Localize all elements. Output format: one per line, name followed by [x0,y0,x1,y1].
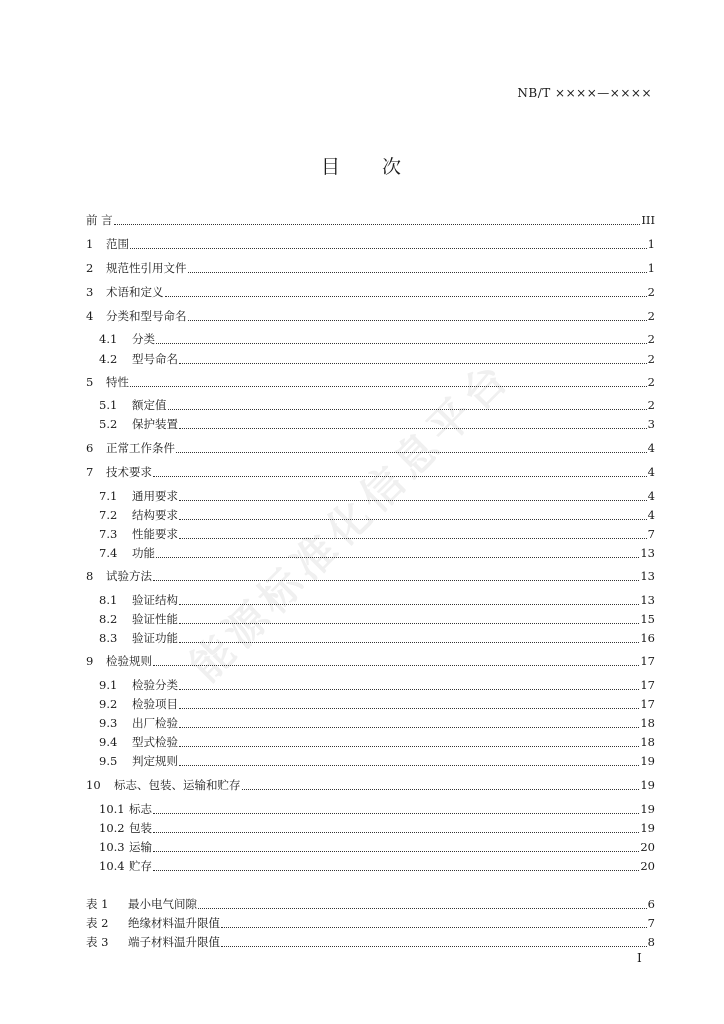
table-list-entry[interactable] [86,896,655,912]
dot-leader [188,261,647,273]
toc-entry-title: 检验规则 [106,654,152,668]
toc-entry-number: 5.1 [99,398,118,412]
toc-subentry[interactable] [99,488,655,504]
toc-subentry[interactable] [99,858,655,874]
toc-entry-title: 技术要求 [106,465,152,479]
toc-entry-page: 2 [647,309,655,323]
toc-entry-page: 2 [647,375,655,389]
toc-entry-page: 1 [647,237,655,251]
toc-entry-page: 17 [640,654,655,668]
toc-entry-title: 保护装置 [132,417,178,431]
toc-entry-number: 2 [86,261,94,275]
toc-entry-title: 运输 [129,840,152,854]
toc-subentry[interactable] [99,351,655,367]
toc-entry-number: 9.4 [99,735,118,749]
dot-leader [179,352,647,364]
toc-entry-number: 表 2 [86,916,109,930]
toc-subentry[interactable] [99,734,655,750]
toc-entry-title: 标志 [129,802,152,816]
toc-entry-title: 包装 [129,821,152,835]
toc-subentry[interactable] [99,416,655,432]
toc-subentry[interactable] [99,507,655,523]
toc-entry-number: 7.2 [99,508,118,522]
toc-entry-number: 10.1 [99,802,125,816]
toc-entry-title: 性能要求 [132,527,178,541]
dot-leader [179,417,647,429]
toc-entry-page: 16 [640,631,655,645]
dot-leader [153,465,647,477]
toc-entry-number: 8.1 [99,593,118,607]
toc-entry-page: 4 [647,465,655,479]
table-list-entry[interactable] [86,934,655,950]
toc-entry-page: 18 [640,716,655,730]
toc-subentry[interactable] [99,753,655,769]
toc-entry-number: 8.3 [99,631,118,645]
dot-leader [179,508,647,520]
dot-leader [179,489,647,501]
dot-leader [130,375,647,387]
toc-entry-page: 4 [647,508,655,522]
dot-leader [153,859,639,871]
dot-leader [156,332,647,344]
toc-entry-title: 结构要求 [132,508,178,522]
dot-leader [179,697,639,709]
toc-subentry[interactable] [99,592,655,608]
toc-subentry[interactable] [99,820,655,836]
toc-entry-title: 型式检验 [132,735,178,749]
toc-entry-number: 10.2 [99,821,125,835]
toc-subentry[interactable] [99,839,655,855]
toc-entry-title: 贮存 [129,859,152,873]
dot-leader [221,935,647,947]
toc-entry[interactable] [86,440,655,456]
dot-leader [156,546,639,558]
dot-leader [153,840,639,852]
dot-leader [153,569,639,581]
toc-entry-title: 分类 [132,332,155,346]
toc-entry-number: 表 3 [86,935,109,949]
page-title: 目 次 [320,156,404,178]
toc-entry-number: 7.4 [99,546,118,560]
dot-leader [179,754,639,766]
toc-entry-title: 型号命名 [132,352,178,366]
toc-entry-page: 18 [640,735,655,749]
toc-entry-number: 7.1 [99,489,118,503]
dot-leader [153,821,639,833]
dot-leader [179,593,639,605]
watermark: 能源标准化信息平台 [180,350,521,692]
toc-entry-title: 额定值 [132,398,167,412]
toc-entry-title: 检验项目 [132,697,178,711]
toc-entry-title: 验证性能 [132,612,178,626]
toc-entry-page: III [641,213,655,227]
dot-leader [242,778,640,790]
toc-entry-page: 13 [640,569,655,583]
toc-entry[interactable] [86,284,655,300]
dot-leader [221,916,647,928]
toc-entry-page: 2 [647,398,655,412]
toc-entry-title: 判定规则 [132,754,178,768]
toc-subentry[interactable] [99,545,655,561]
toc-entry-number: 10 [86,778,101,792]
toc-entry-page: 20 [640,840,655,854]
toc-entry-page: 7 [647,916,655,930]
toc-entry-title: 端子材料温升限值 [128,935,220,949]
toc-entry-number: 表 1 [86,897,109,911]
toc-entry-page: 4 [647,441,655,455]
toc-entry-page: 6 [647,897,655,911]
toc-entry-page: 19 [640,802,655,816]
dot-leader [130,237,647,249]
toc-entry-title: 最小电气间隙 [128,897,197,911]
toc-entry-title: 正常工作条件 [106,441,175,455]
toc-subentry[interactable] [99,677,655,693]
dot-leader [179,716,639,728]
toc-entry-number: 前 言 [86,213,113,227]
table-list-entry[interactable] [86,915,655,931]
toc-entry-page: 2 [647,332,655,346]
dot-leader [179,527,647,539]
toc-entry-title: 验证结构 [132,593,178,607]
toc-entry-number: 8.2 [99,612,118,626]
dot-leader [188,309,647,321]
toc-entry-page: 13 [640,593,655,607]
toc-entry-title: 出厂检验 [132,716,178,730]
toc-entry-page: 4 [647,489,655,503]
toc-entry[interactable] [86,653,655,669]
toc-entry-number: 5.2 [99,417,118,431]
toc-entry-number: 10.4 [99,859,125,873]
toc-subentry[interactable] [99,630,655,646]
toc-entry-number: 7 [86,465,94,479]
toc-entry-page: 2 [647,352,655,366]
toc-entry-number: 1 [86,237,94,251]
toc-entry-title: 试验方法 [106,569,152,583]
toc-subentry[interactable] [99,526,655,542]
toc-entry[interactable] [86,568,655,584]
toc-subentry[interactable] [99,331,655,347]
toc-entry-page: 19 [640,821,655,835]
toc-entry-number: 9 [86,654,94,668]
toc-entry-page: 15 [640,612,655,626]
toc-entry-number: 10.3 [99,840,125,854]
toc-subentry[interactable] [99,696,655,712]
toc-subentry[interactable] [99,611,655,627]
toc-entry-title: 功能 [132,546,155,560]
dot-leader [179,631,639,643]
toc-entry[interactable] [86,777,655,793]
toc-entry-title: 标志、包装、运输和贮存 [114,778,241,792]
toc-entry-number: 4 [86,309,94,323]
toc-subentry[interactable] [99,397,655,413]
toc-entry-number: 8 [86,569,94,583]
dot-leader [179,735,639,747]
toc-entry[interactable] [86,374,655,390]
toc-subentry[interactable] [99,715,655,731]
toc-entry-page: 1 [647,261,655,275]
toc-entry-title: 验证功能 [132,631,178,645]
toc-entry-number: 3 [86,285,94,299]
toc-entry-title: 术语和定义 [106,285,164,299]
toc-entry-title: 特性 [106,375,129,389]
toc-entry-page: 2 [647,285,655,299]
toc-entry[interactable] [86,464,655,480]
toc-entry-page: 17 [640,678,655,692]
toc-entry-number: 4.1 [99,332,118,346]
dot-leader [153,654,639,666]
toc-entry-page: 17 [640,697,655,711]
toc-entry-title: 绝缘材料温升限值 [128,916,220,930]
dot-leader [114,213,641,225]
dot-leader [165,285,647,297]
toc-entry[interactable] [86,260,655,276]
toc-entry[interactable] [86,236,655,252]
toc-entry-title: 通用要求 [132,489,178,503]
toc-entry-title: 检验分类 [132,678,178,692]
dot-leader [153,802,639,814]
dot-leader [198,897,647,909]
toc-entry-number: 5 [86,375,94,389]
dot-leader [168,398,647,410]
toc-entry-title: 规范性引用文件 [106,261,187,275]
page-number: I [637,951,642,965]
toc-entry-page: 19 [640,754,655,768]
dot-leader [179,612,639,624]
toc-entry-page: 13 [640,546,655,560]
toc-entry-page: 20 [640,859,655,873]
toc-entry-number: 6 [86,441,94,455]
toc-entry-page: 7 [647,527,655,541]
toc-entry-title: 范围 [106,237,129,251]
toc-entry-number: 7.3 [99,527,118,541]
toc-entry-page: 3 [647,417,655,431]
toc-entry-title: 分类和型号命名 [106,309,187,323]
toc-entry[interactable] [86,308,655,324]
standard-code: NB/T ××××—×××× [517,86,652,100]
dot-leader [176,441,647,453]
toc-entry-number: 4.2 [99,352,118,366]
toc-entry[interactable] [86,212,655,228]
toc-entry-number: 9.2 [99,697,118,711]
dot-leader [179,678,639,690]
toc-entry-page: 8 [647,935,655,949]
toc-subentry[interactable] [99,801,655,817]
toc-entry-number: 9.1 [99,678,118,692]
toc-entry-page: 19 [640,778,655,792]
toc-entry-number: 9.3 [99,716,118,730]
toc-entry-number: 9.5 [99,754,118,768]
